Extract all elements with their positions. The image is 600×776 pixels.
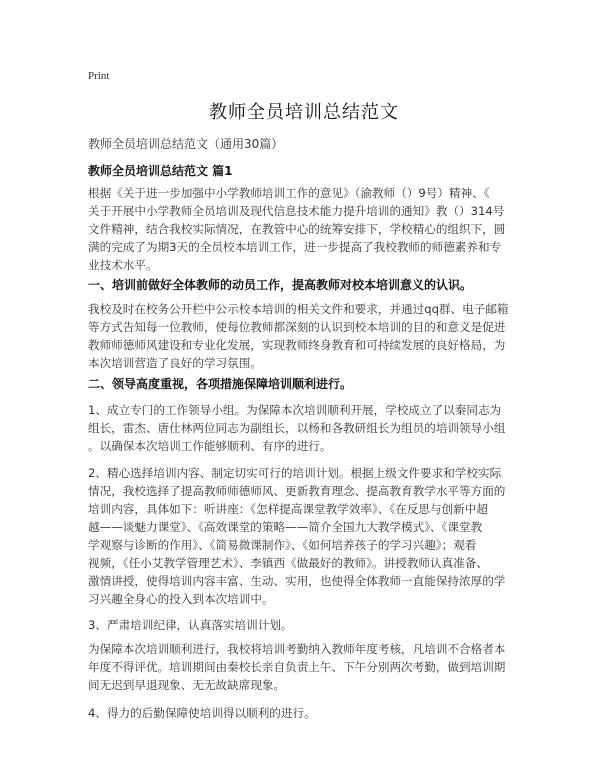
section-1-paragraph [88, 300, 520, 372]
article-heading: 教师全员培训总结范文 篇1 [88, 164, 233, 178]
document-subtitle: 教师全员培训总结范文（通用30篇） [88, 137, 284, 151]
text-line: 根据《关于进一步加强中小学教师培训工作的意见》（渝教师（）9号）精神、《 [88, 186, 490, 200]
text-line: 激情讲授，使得培训内容丰富、生动、实用，也使得全体教师一直能保持浓厚的学 [88, 574, 506, 588]
section-1-title: 一、培训前做好全体教师的动员工作，提高教师对校本培训意义的认识。 [88, 278, 473, 292]
text-line: 年度不得评优。培训期间由秦校长亲自负责上午、下午分别两次考勤，做到培训期 [88, 660, 506, 674]
item-2-paragraph [88, 464, 520, 608]
text-line: 本次培训营造了良好的学习氛围。 [88, 356, 262, 370]
text-line: 习兴趣全身心的投入到本次培训中。 [88, 592, 274, 606]
text-line: 间无迟到早退现象、无无故缺席现象。 [88, 678, 286, 692]
text-line: 情况，我校选择了提高教师师德师风、更新教育理念、提高教育教学水平等方面的 [88, 484, 506, 498]
text-line: 学观察与诊断的作用》、《简易微课制作》、《如何培养孩子的学习兴趣》；观看 [88, 538, 477, 552]
text-line: 视频，《任小艾教学管理艺术》、李镇西《做最好的教师》。讲授教师认真准备、 [88, 556, 488, 570]
text-line: 1、成立专门的工作领导小组。为保障本次培训顺利开展，学校成立了以秦同志为 [88, 403, 502, 417]
item-3-paragraph [88, 640, 520, 694]
text-line: 业技术水平。 [88, 258, 158, 272]
item-3-title: 3、严肃培训纪律，认真落实培训计划。 [88, 618, 293, 632]
item-4-title: 4、得力的后勤保障使培训得以顺利的进行。 [88, 706, 316, 720]
page-title: 教师全员培训总结范文 [209, 102, 399, 123]
item-1-paragraph [88, 401, 520, 455]
section-2-title: 二、领导高度重视，各项措施保障培训顺利进行。 [88, 377, 353, 391]
print-label: Print [88, 70, 110, 82]
text-line: 组长，雷杰、唐仕林两位同志为副组长，以杨和各教研组长为组员的培训领导小组 [88, 421, 506, 435]
text-line: 等方式告知每一位教师，使每位教师都深刻的认识到校本培训的目的和意义是促进 [88, 320, 506, 334]
text-line: 教师师德师风建设和专业化发展，实现教师终身教育和可持续发展的良好格局，为 [88, 338, 506, 352]
text-line: 2、精心选择培训内容、制定切实可行的培训计划。根据上级文件要求和学校实际 [88, 466, 502, 480]
text-line: 文件精神，结合我校实际情况，在教管中心的统筹安排下，学校精心的组织下，圆 [88, 222, 506, 236]
intro-paragraph [88, 184, 520, 274]
text-line: 满的完成了为期3天的全员校本培训工作，进一步提高了我校教师的师德素养和专 [88, 240, 502, 254]
text-line: 。以确保本次培训工作能够顺利、有序的进行。 [88, 439, 332, 453]
text-line: 我校及时在校务公开栏中公示校本培训的相关文件和要求，并通过qq群、电子邮箱 [88, 302, 509, 316]
text-line: 越——谈魅力课堂》、《高效课堂的策略——简介全国九大教学模式》、《课堂教 [88, 520, 483, 534]
text-line: 关于开展中小学教师全员培训及现代信息技术能力提升培训的通知》教（）314号 [88, 204, 505, 218]
text-line: 培训内容，具体如下：听讲座：《怎样提高课堂教学效率》、《在反思与创新中超 [88, 502, 488, 516]
text-line: 为保障本次培训顺利进行，我校将培训考勤纳入教师年度考核，凡培训不合格者本 [88, 642, 506, 656]
